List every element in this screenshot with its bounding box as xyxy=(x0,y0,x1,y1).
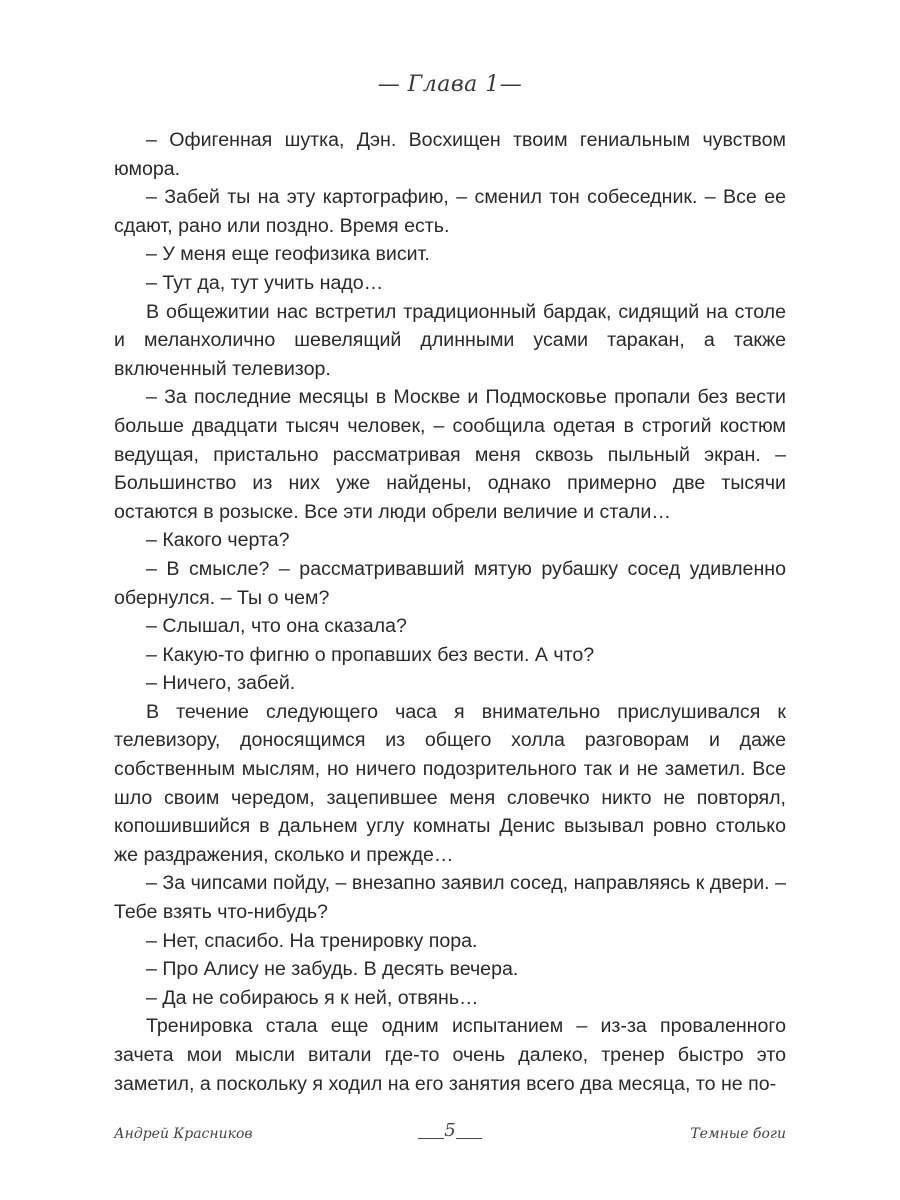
paragraph: – Да не собираюсь я к ней, отвянь… xyxy=(146,986,479,1009)
chapter-title: — Глава 1— xyxy=(377,72,523,97)
page-number-block xyxy=(114,1120,786,1141)
page-number-rule-right xyxy=(456,1138,482,1139)
paragraph: – Какую-то фигню о пропавших без вести. А что? xyxy=(146,643,595,666)
body-text xyxy=(114,126,786,1098)
page-number: 5 xyxy=(444,1120,456,1141)
page-footer xyxy=(114,1120,786,1150)
paragraph: В течение следующего часа я внимательно прислушивался к телевизору, доносящимся из общего холла разговорам и даже собственным мыслям, но ничего подозрительного так и не заметил. Все шло своим чередом, зацепившее меня словечко никто не повторял, копошившийся в дальнем углу комнаты Денис вызывал ровно столько же раздражения, сколько и прежде… xyxy=(114,700,786,866)
page-number-rule-left xyxy=(418,1138,444,1139)
paragraph: – За чипсами пойду, – внезапно заявил сосед, направляясь к двери. – Тебе взять что-нибудь? xyxy=(114,872,786,924)
paragraph: – Забей ты на эту картографию, – сменил тон собеседник. – Все ее сдают, рано или поздно. Время есть. xyxy=(114,186,786,237)
paragraph: Тренировка стала еще одним испытанием – из-за проваленного зачета мои мысли витали где-то очень далеко, тренер быстро это заметил, а поскольку я ходил на его занятия всего два месяца, то не по- xyxy=(114,1015,786,1095)
paragraph: – Про Алису не забудь. В десять вечера. xyxy=(146,958,519,981)
paragraph: В общежитии нас встретил традиционный бардак, сидящий на столе и меланхолично шевелящий длинными усами таракан, а также включенный телевизор. xyxy=(114,300,786,380)
paragraph: – У меня еще геофизика висит. xyxy=(146,243,430,266)
paragraph: – В смысле? – рассматривавший мятую рубашку сосед удивленно обернулся. – Ты о чем? xyxy=(114,557,786,609)
paragraph: – Офигенная шутка, Дэн. Восхищен твоим гениальным чувством юмора. xyxy=(114,129,786,180)
paragraph: – Тут да, тут учить надо… xyxy=(146,271,384,294)
paragraph: – Слышал, что она сказала? xyxy=(146,615,407,638)
footer-book-title: Темные боги xyxy=(690,1126,786,1142)
paragraph: – Какого черта? xyxy=(146,529,290,552)
paragraph: – Ничего, забей. xyxy=(146,672,296,695)
paragraph: – За последние месяцы в Москве и Подмосковье пропали без вести больше двадцати тысяч человек, – сообщила одетая в строгий костюм ведущая, пристально рассматривая меня сквозь пыльный экран. – Большинство из них уже найдены, однако примерно две тысячи остаются в розыске. Все эти люди обрели величие и стали… xyxy=(114,386,786,523)
footer-author: Андрей Красников xyxy=(114,1126,253,1142)
paragraph: – Нет, спасибо. На тренировку пора. xyxy=(146,929,478,952)
